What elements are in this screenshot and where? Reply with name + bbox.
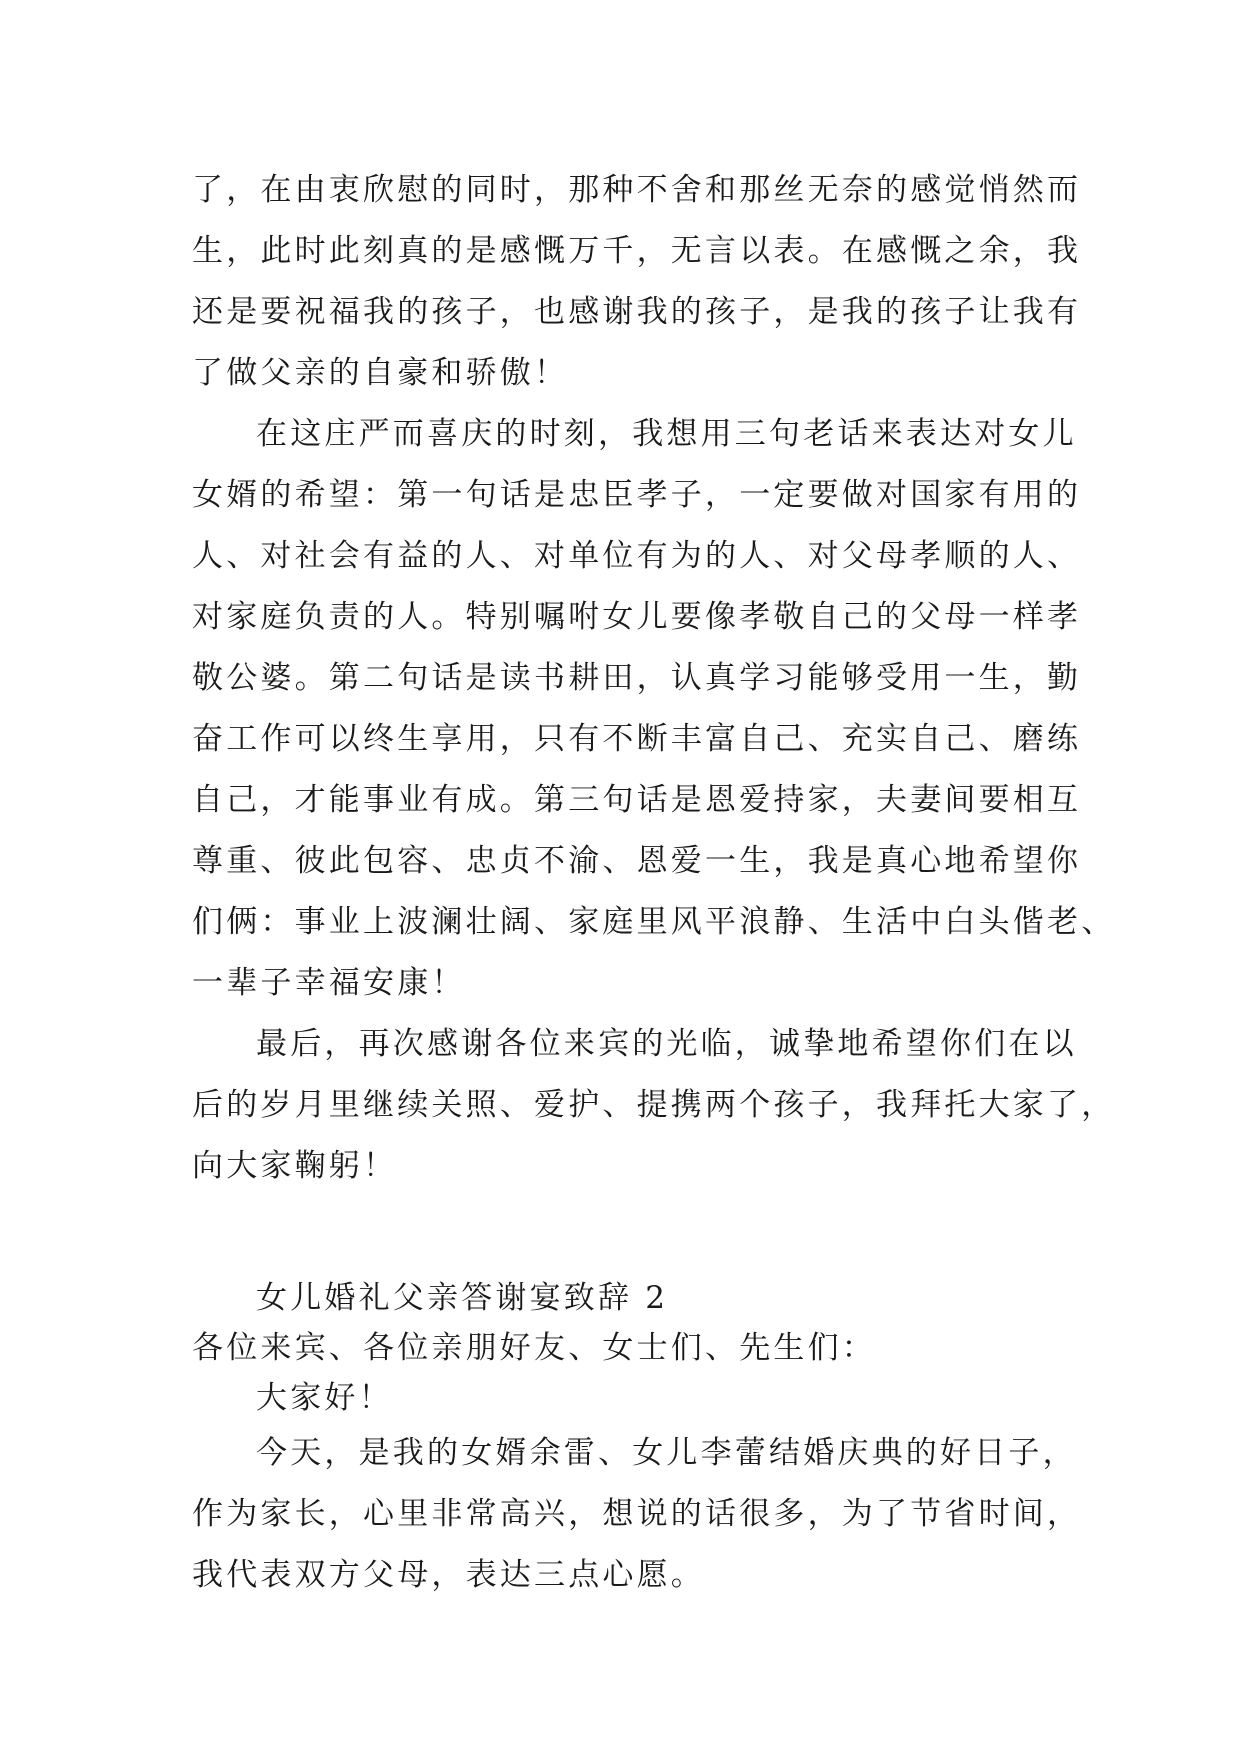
text-line: 在这庄严而喜庆的时刻，我想用三句老话来表达对女儿 xyxy=(256,416,1077,452)
section-spacer xyxy=(192,1197,1062,1273)
text-line: 们俩：事业上波澜壮阔、家庭里风平浪静、生活中白头偕老、 xyxy=(192,904,1116,940)
text-line: 我代表双方父母，表达三点心愿。 xyxy=(192,1557,705,1593)
text-line: 了，在由衷欣慰的同时，那种不舍和那丝无奈的感觉悄然而 xyxy=(192,172,1082,208)
paragraph-4 xyxy=(192,1423,1082,1606)
text-line: 还是要祝福我的孩子，也感谢我的孩子，是我的孩子让我有 xyxy=(192,294,1082,330)
paragraph-3 xyxy=(192,1014,1116,1197)
text-line: 自己，才能事业有成。第三句话是恩爱持家，夫妻间要相互 xyxy=(192,782,1082,818)
text-line: 女婿的希望：第一句话是忠臣孝子，一定要做对国家有用的 xyxy=(192,477,1082,513)
text-line: 对家庭负责的人。特别嘱咐女儿要像孝敬自己的父母一样孝 xyxy=(192,599,1082,635)
text-line: 人、对社会有益的人、对单位有为的人、对父母孝顺的人、 xyxy=(192,538,1082,574)
paragraph-1 xyxy=(192,160,1082,404)
salutation: 各位来宾、各位亲朋好友、女士们、先生们： xyxy=(192,1330,876,1366)
paragraph-2 xyxy=(192,404,1116,1014)
text-line: 一辈子幸福安康！ xyxy=(192,965,466,1001)
text-line: 后的岁月里继续关照、爱护、提携两个孩子，我拜托大家了， xyxy=(192,1087,1116,1123)
text-line: 了做父亲的自豪和骄傲！ xyxy=(192,355,569,391)
text-line: 奋工作可以终生享用，只有不断丰富自己、充实自己、磨练 xyxy=(192,721,1082,757)
document-body xyxy=(192,160,1116,1606)
section-title: 女儿婚礼父亲答谢宴致辞 2 xyxy=(256,1280,669,1316)
text-line: 作为家长，心里非常高兴，想说的话很多，为了节省时间， xyxy=(192,1496,1082,1532)
greeting: 大家好！ xyxy=(256,1380,393,1416)
text-line: 最后，再次感谢各位来宾的光临，诚挚地希望你们在以 xyxy=(256,1026,1077,1062)
text-line: 尊重、彼此包容、忠贞不渝、恩爱一生，我是真心地希望你 xyxy=(192,843,1082,879)
text-line: 生，此时此刻真的是感慨万千，无言以表。在感慨之余，我 xyxy=(192,233,1082,269)
text-line: 敬公婆。第二句话是读书耕田，认真学习能够受用一生，勤 xyxy=(192,660,1082,696)
text-line: 今天，是我的女婿余雷、女儿李蕾结婚庆典的好日子， xyxy=(256,1435,1077,1471)
text-line: 向大家鞠躬！ xyxy=(192,1148,398,1184)
